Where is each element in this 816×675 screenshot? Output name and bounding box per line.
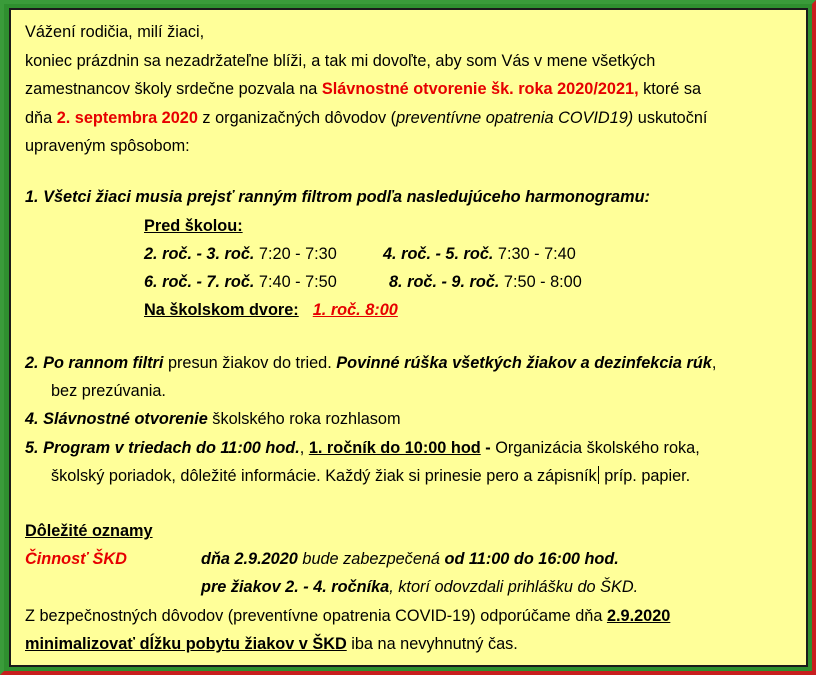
- item-5-lead: 5. Program v triedach do 11:00 hod.: [25, 439, 300, 457]
- schedule-time: 7:40 - 7:50: [254, 273, 337, 291]
- covid-note: preventívne opatrenia COVID19): [396, 109, 634, 127]
- schedule-row-2b: [389, 272, 582, 292]
- intro-line-2: [25, 79, 701, 99]
- item-1-title: [25, 187, 650, 207]
- safety-text-2: iba na nevyhnutný čas.: [346, 635, 518, 653]
- skd-date: dňa 2.9.2020: [201, 550, 298, 568]
- safety-line-1: [25, 606, 670, 626]
- skd-line-2: [201, 577, 638, 597]
- schedule-time: 7:20 - 7:30: [254, 245, 337, 263]
- intro-text-3e: uskutoční: [633, 109, 708, 127]
- schedule-row-2a: [144, 272, 337, 292]
- intro-line-4: [25, 136, 190, 156]
- intro-text-1: koniec prázdnin sa nezadržateľne blíži, a tak mi dovoľte, aby som Vás v mene všetkých: [25, 52, 656, 70]
- schedule-grades: 8. roč. - 9. roč.: [389, 273, 500, 291]
- safety-text: Z bezpečnostných dôvodov (preventívne opatrenia COVID-19) odporúčame dňa: [25, 607, 607, 625]
- text-cursor: [598, 466, 599, 484]
- schedule-grades: 6. roč. - 7. roč.: [144, 273, 255, 291]
- item-5-dash: -: [480, 439, 491, 457]
- courtyard-label: Na školskom dvore:: [144, 301, 299, 319]
- intro-text-3c: z organizačných dôvodov (: [197, 109, 397, 127]
- item-5-sep: ,: [299, 439, 309, 457]
- greeting: [25, 22, 204, 42]
- item-5-text-2: školský poriadok, dôležité informácie. Každý žiak si prinesie pero a zápisník: [51, 467, 597, 485]
- greeting-text: Vážení rodičia, milí žiaci,: [25, 23, 205, 41]
- item-4-lead: 4. Slávnostné otvorenie: [25, 410, 208, 428]
- schedule-row-1a: [144, 244, 337, 264]
- schedule-grades: 2. roč. - 3. roč.: [144, 245, 255, 263]
- intro-text-2c: ktoré sa: [638, 80, 702, 98]
- item-2: [25, 353, 716, 373]
- event-name: Slávnostné otvorenie šk. roka 2020/2021,: [321, 80, 639, 98]
- pred-skolou-heading: [144, 216, 243, 236]
- schedule-time: 7:30 - 7:40: [493, 245, 576, 263]
- item-5: [25, 438, 700, 458]
- item-5-first-grade: 1. ročník do 10:00 hod: [308, 439, 481, 457]
- intro-text-4: upraveným spôsobom:: [25, 137, 190, 155]
- schedule-row-courtyard: [144, 300, 398, 320]
- item-4: [25, 409, 401, 429]
- skd-label-line: [25, 549, 127, 569]
- safety-line-2: [25, 634, 518, 654]
- safety-emphasis: minimalizovať dĺžku pobytu žiakov v ŠKD: [25, 635, 347, 653]
- notices-heading: [25, 521, 153, 541]
- pred-skolou-text: Pred školou:: [144, 217, 243, 235]
- item-2-comma: ,: [711, 354, 717, 372]
- item-2-continuation: [51, 381, 166, 401]
- intro-line-3: [25, 108, 707, 128]
- skd-text-2: , ktorí odovzdali prihlášku do ŠKD.: [389, 578, 639, 596]
- event-date: 2. septembra 2020: [56, 109, 198, 127]
- skd-line-1: [201, 549, 619, 569]
- skd-hours: od 11:00 do 16:00 hod.: [444, 550, 619, 568]
- item-2-text-2: bez prezúvania.: [51, 382, 166, 400]
- notices-title: Dôležité oznamy: [25, 522, 153, 540]
- item-5-continuation: [51, 466, 690, 486]
- skd-text: bude zabezpečená: [297, 550, 445, 568]
- intro-text-2a: zamestnancov školy srdečne pozvala na: [25, 80, 322, 98]
- courtyard-value: 1. roč. 8:00: [312, 301, 398, 319]
- item-2-text: presun žiakov do tried.: [163, 354, 337, 372]
- schedule-grades: 4. roč. - 5. roč.: [383, 245, 494, 263]
- skd-grades: pre žiakov 2. - 4. ročníka: [201, 578, 390, 596]
- item-5-text: Organizácia školského roka,: [490, 439, 700, 457]
- intro-line-1: [25, 51, 655, 71]
- schedule-time: 7:50 - 8:00: [499, 273, 582, 291]
- item-2-emphasis: Povinné rúška všetkých žiakov a dezinfekcia rúk: [336, 354, 712, 372]
- item-2-lead: 2. Po rannom filtri: [25, 354, 164, 372]
- item-4-text: školského roka rozhlasom: [207, 410, 401, 428]
- item-5-text-3: príp. papier.: [599, 467, 691, 485]
- intro-text-3a: dňa: [25, 109, 57, 127]
- skd-label: Činnosť ŠKD: [25, 550, 127, 568]
- safety-date: 2.9.2020: [606, 607, 671, 625]
- schedule-row-1b: [383, 244, 576, 264]
- item-1-title-text: 1. Všetci žiaci musia prejsť ranným filtrom podľa nasledujúceho harmonogramu:: [25, 188, 650, 206]
- notice-box: [9, 8, 808, 667]
- notice-document: [11, 10, 806, 665]
